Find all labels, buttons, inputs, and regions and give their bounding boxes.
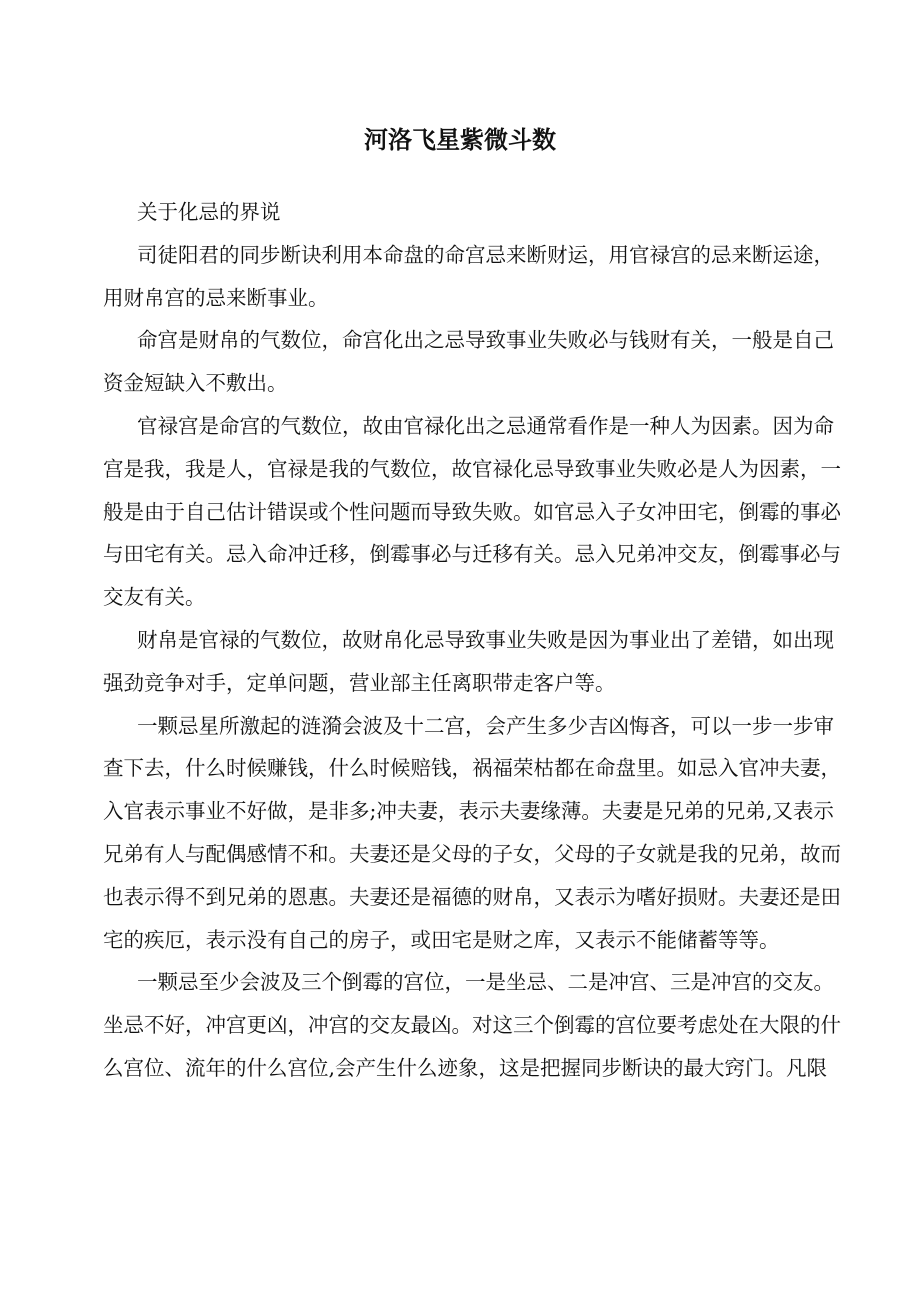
text-line: 财帛是官禄的气数位，故财帛化忌导致事业失败是因为事业出了差错，如出现	[137, 627, 834, 652]
paragraph	[103, 619, 834, 705]
text-line: 兄弟有人与配偶感情不和。夫妻还是父母的子女，父母的子女就是我的兄弟，故而	[103, 841, 841, 866]
text-line: 一颗忌至少会波及三个倒霉的宫位，一是坐忌、二是冲宫、三是冲宫的交友。	[137, 970, 834, 995]
text-line: 坐忌不好，冲宫更凶，冲宫的交友最凶。对这三个倒霉的宫位要考虑处在大限的什	[103, 1013, 841, 1038]
text-line: 官禄宫是命宫的气数位，故由官禄化出之忌通常看作是一种人为因素。因为命	[137, 413, 834, 438]
text-line: 用财帛宫的忌来断事业。	[103, 285, 329, 310]
paragraph	[103, 319, 834, 405]
paragraph	[103, 405, 841, 619]
text-line: 入官表示事业不好做，是非多;冲夫妻，表示夫妻缘薄。夫妻是兄弟的兄弟,又表示	[103, 799, 834, 824]
text-line: 宫是我，我是人，官禄是我的气数位，故官禄化忌导致事业失败必是人为因素，一	[103, 456, 841, 481]
text-line: 命宫是财帛的气数位，命宫化出之忌导致事业失败必与钱财有关，一般是自己	[137, 328, 834, 353]
paragraph	[103, 191, 817, 234]
paragraph	[103, 705, 841, 962]
text-line: 资金短缺入不敷出。	[103, 371, 288, 396]
text-line: 与田宅有关。忌入命冲迁移，倒霉事必与迁移有关。忌入兄弟冲交友，倒霉事必与	[103, 542, 841, 567]
text-line: 司徒阳君的同步断诀利用本命盘的命宫忌来断财运，用官禄宫的忌来断运途，	[137, 242, 834, 267]
text-line: 查下去，什么时候赚钱，什么时候赔钱，祸福荣枯都在命盘里。如忌入官冲夫妻，	[103, 756, 841, 781]
text-line: 也表示得不到兄弟的恩惠。夫妻还是福德的财帛，又表示为嗜好损财。夫妻还是田	[103, 884, 841, 909]
paragraph	[103, 961, 841, 1089]
text-line: 么宫位、流年的什么宫位,会产生什么迹象，这是把握同步断诀的最大窍门。凡限	[103, 1055, 828, 1080]
paragraph	[103, 234, 834, 320]
text-line: 一颗忌星所激起的涟漪会波及十二宫，会产生多少吉凶悔吝，可以一步一步审	[137, 713, 834, 738]
text-line: 关于化忌的界说	[137, 200, 281, 224]
text-line: 般是由于自己估计错误或个性问题而导致失败。如官忌入子女冲田宅，倒霉的事必	[103, 499, 841, 524]
text-line: 宅的疾厄，表示没有自己的房子，或田宅是财之库，又表示不能储蓄等等。	[103, 927, 780, 952]
document-body	[103, 191, 841, 1090]
document-title: 河洛飞星紫微斗数	[364, 125, 556, 154]
text-line: 强劲竞争对手，定单问题，营业部主任离职带走客户等。	[103, 670, 616, 695]
text-line: 交友有关。	[103, 585, 206, 610]
